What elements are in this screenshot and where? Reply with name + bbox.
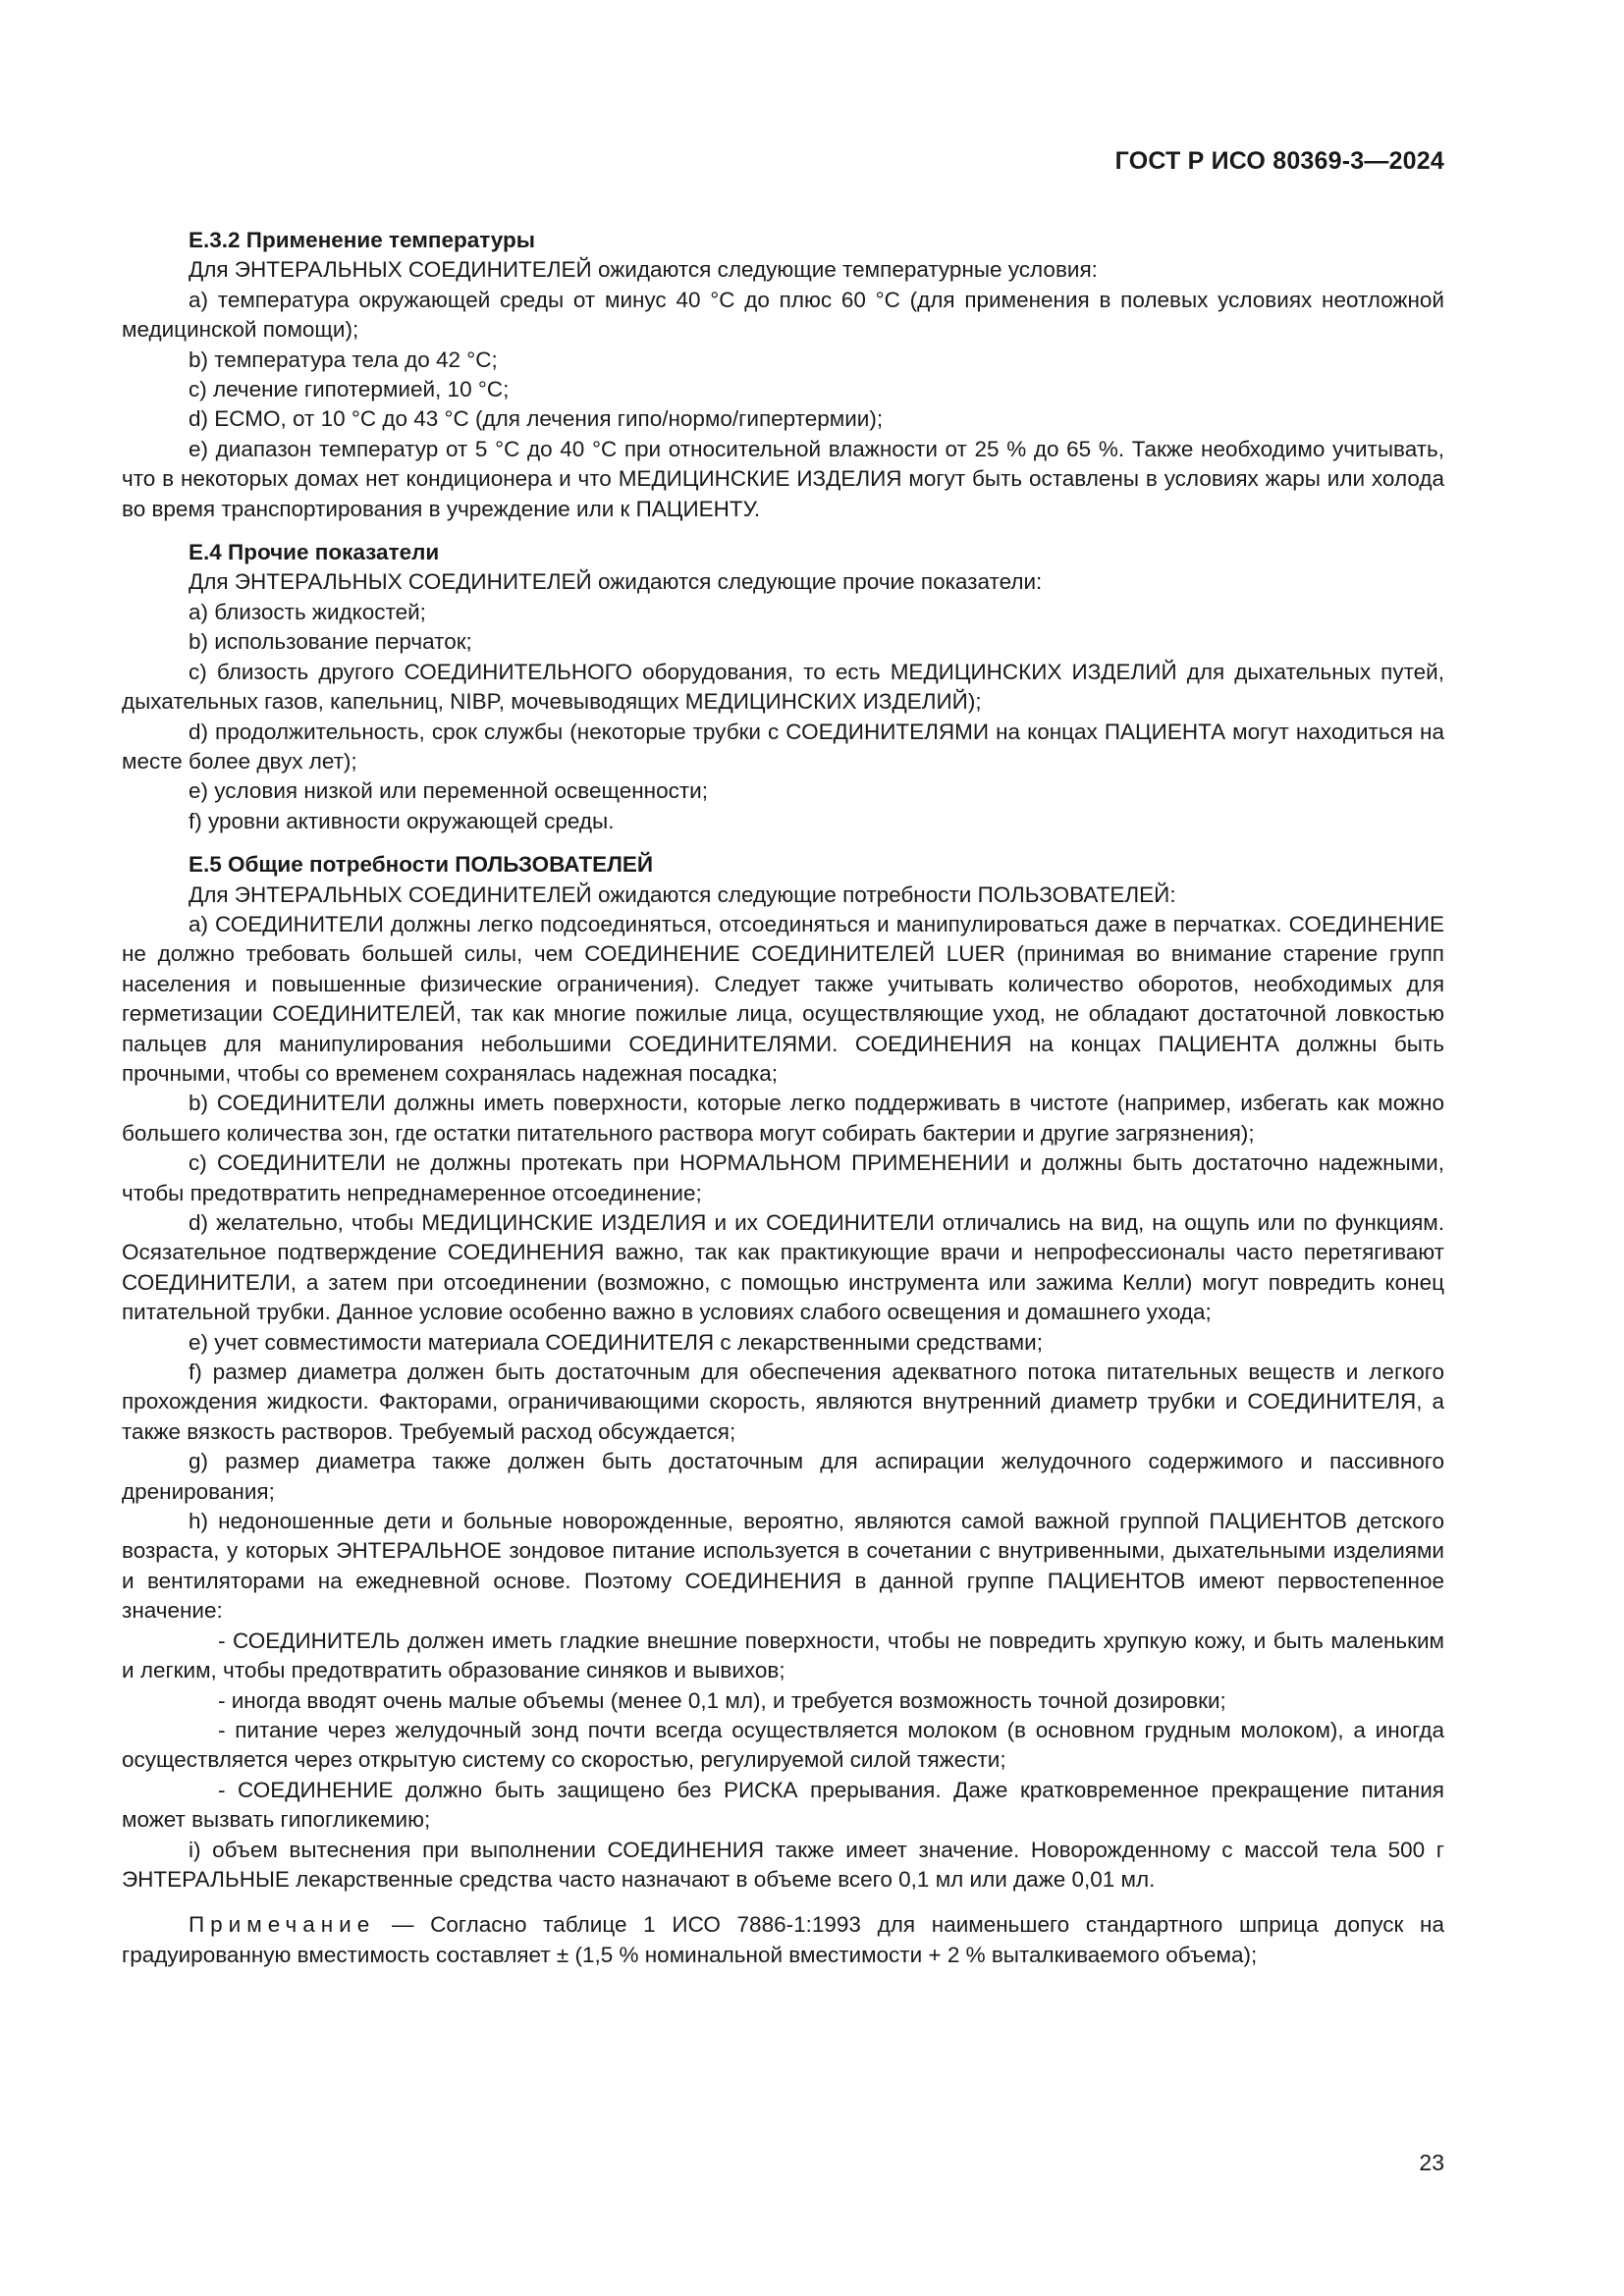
list-item: d) продолжительность, срок службы (некоторые трубки с СОЕДИНИТЕЛЯМИ на концах ПАЦИЕНТА могут находиться на месте более двух лет);: [122, 719, 1444, 774]
list-item: c) лечение гипотермией, 10 °С;: [189, 377, 510, 402]
section-heading-e32: Е.3.2 Применение температуры: [189, 228, 535, 252]
list-item: f) уровни активности окружающей среды.: [189, 808, 615, 833]
list-item: e) условия низкой или переменной освещенности;: [189, 778, 708, 804]
list-item: e) учет совместимости материала СОЕДИНИТЕЛЯ с лекарственными средствами;: [189, 1329, 1043, 1355]
note-text: — Согласно таблице 1 ИСО 7886-1:1993 для наименьшего стандартного шприца допуск на градуированную вместимость составляет ± (1,5 % номинальной вместимости + 2 % выталкиваемого объема);: [122, 1912, 1444, 1967]
note-paragraph: [122, 1910, 1444, 1970]
list-item: d) желательно, чтобы МЕДИЦИНСКИЕ ИЗДЕЛИЯ и их СОЕДИНИТЕЛИ отличались на вид, на ощупь или по функциям. Осязательное подтверждение СОЕДИНЕНИЯ важно, так как практикующие врачи и непрофессионалы часто перетягивают СОЕДИНИТЕЛИ, а затем при отсоединении (возможно, с помощью инструмента или зажима Келли) могут повредить конец питательной трубки. Данное условие особенно важно в условиях слабого освещения и домашнего ухода;: [122, 1210, 1444, 1325]
list-item: a) СОЕДИНИТЕЛИ должны легко подсоединяться, отсоединяться и манипулироваться даже в перчатках. СОЕДИНЕНИЕ не должно требовать большей силы, чем СОЕДИНЕНИЕ СОЕДИНИТЕЛЕЙ LUER (принимая во внимание старение групп населения и повышенные физические ограничения). Следует также учитывать количество оборотов, необходимых для герметизации СОЕДИНИТЕЛЕЙ, так как многие пожилые лица, осуществляющие уход, не обладают достаточной ловкостью пальцев для манипулирования небольшими СОЕДИНИТЕЛЯМИ. СОЕДИНЕНИЯ на концах ПАЦИЕНТА должны быть прочными, чтобы со временем сохранялась надежная посадка;: [122, 911, 1444, 1086]
dash-item: - питание через желудочный зонд почти всегда осуществляется молоком (в основном грудным молоком), а иногда осуществляется через открытую систему со скоростью, регулируемой силой тяжести;: [122, 1717, 1444, 1773]
list-item: i) объем вытеснения при выполнении СОЕДИНЕНИЯ также имеет значение. Новорожденному с массой тела 500 г ЭНТЕРАЛЬНЫЕ лекарственные средства часто назначают в объеме всего 0,1 мл или даже 0,01 мл.: [122, 1837, 1444, 1892]
dash-item: - СОЕДИНИТЕЛЬ должен иметь гладкие внешние поверхности, чтобы не повредить хрупкую кожу, и быть маленьким и легким, чтобы предотвратить образование синяков и вывихов;: [122, 1628, 1444, 1683]
list-item: h) недоношенные дети и больные новорожденные, вероятно, являются самой важной группой ПАЦИЕНТОВ детского возраста, у которых ЭНТЕРАЛЬНОЕ зондовое питание используется в сочетании с внутривенными, дыхательными изделиями и вентиляторами на ежедневной основе. Поэтому СОЕДИНЕНИЯ в данной группе ПАЦИЕНТОВ имеют первостепенное значение:: [122, 1509, 1444, 1624]
dash-item: - иногда вводят очень малые объемы (менее 0,1 мл), и требуется возможность точной дозировки;: [218, 1687, 1226, 1713]
list-item: a) температура окружающей среды от минус 40 °С до плюс 60 °С (для применения в полевых условиях неотложной медицинской помощи);: [122, 287, 1444, 343]
page-content: [122, 226, 1444, 1970]
dash-item: - СОЕДИНЕНИЕ должно быть защищено без РИСКА прерывания. Даже кратковременное прекращение питания может вызвать гипогликемию;: [122, 1777, 1444, 1833]
list-item: e) диапазон температур от 5 °С до 40 °С при относительной влажности от 25 % до 65 %. Также необходимо учитывать, что в некоторых домах нет кондиционера и что МЕДИЦИНСКИЕ ИЗДЕЛИЯ могут быть оставлены в условиях жары или холода во время транспортирования в учреждение или к ПАЦИЕНТУ.: [122, 436, 1444, 521]
list-item: g) размер диаметра также должен быть достаточным для аспирации желудочного содержимого и пассивного дренирования;: [122, 1449, 1444, 1504]
section-heading-e4: Е.4 Прочие показатели: [189, 540, 440, 565]
list-item: f) размер диаметра должен быть достаточным для обеспечения адекватного потока питательных веществ и легкого прохождения жидкости. Факторами, ограничивающими скорость, являются внутренний диаметр трубки и СОЕДИНИТЕЛЯ, а также вязкость растворов. Требуемый расход обсуждается;: [122, 1360, 1444, 1444]
list-item: b) температура тела до 42 °С;: [189, 347, 498, 372]
list-item: c) СОЕДИНИТЕЛИ не должны протекать при НОРМАЛЬНОМ ПРИМЕНЕНИИ и должны быть достаточно надежными, чтобы предотвратить непреднамеренное отсоединение;: [122, 1150, 1444, 1205]
section-heading-e5: Е.5 Общие потребности ПОЛЬЗОВАТЕЛЕЙ: [189, 852, 654, 878]
list-item: a) близость жидкостей;: [189, 599, 426, 624]
list-item: b) СОЕДИНИТЕЛИ должны иметь поверхности, которые легко поддерживать в чистоте (например, избегать как можно большего количества зон, где остатки питательного раствора могут собирать бактерии и другие загрязнения);: [122, 1091, 1444, 1146]
list-item: d) ЕСМО, от 10 °С до 43 °С (для лечения гипо/нормо/гипертермии);: [189, 406, 884, 432]
list-item: c) близость другого СОЕДИНИТЕЛЬНОГО оборудования, то есть МЕДИЦИНСКИХ ИЗДЕЛИЙ для дыхательных путей, дыхательных газов, капельниц, NIBP, мочевыводящих МЕДИЦИНСКИХ ИЗДЕЛИЙ);: [122, 659, 1444, 715]
document-code: ГОСТ Р ИСО 80369-3—2024: [1114, 147, 1444, 175]
section-intro: Для ЭНТЕРАЛЬНЫХ СОЕДИНИТЕЛЕЙ ожидаются следующие потребности ПОЛЬЗОВАТЕЛЕЙ:: [189, 881, 1176, 907]
note-label: Примечание: [189, 1912, 376, 1938]
section-intro: Для ЭНТЕРАЛЬНЫХ СОЕДИНИТЕЛЕЙ ожидаются следующие прочие показатели:: [189, 569, 1043, 595]
page-number: 23: [1419, 2150, 1444, 2175]
list-item: b) использование перчаток;: [189, 629, 472, 655]
section-intro: Для ЭНТЕРАЛЬНЫХ СОЕДИНИТЕЛЕЙ ожидаются следующие температурные условия:: [189, 257, 1098, 283]
